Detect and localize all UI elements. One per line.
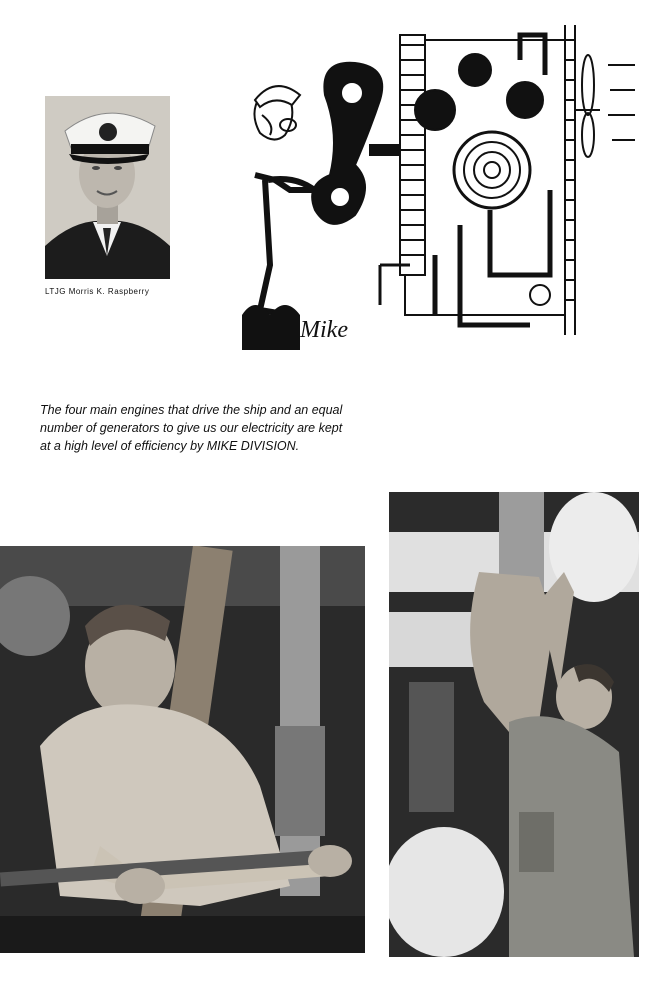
photo-sailor-wrench xyxy=(0,546,365,953)
intro-paragraph: The four main engines that drive the ship and an equal number of generators to give us our electricity are kept at a high level of efficiency by MIKE DIVISION. xyxy=(40,403,343,453)
valve-scene xyxy=(389,492,639,957)
engine-cartoon xyxy=(230,15,640,365)
photo-sailor-valve xyxy=(389,492,639,957)
portrait-photo xyxy=(45,96,170,279)
cartoon-signature: Mike xyxy=(300,317,348,343)
cartoon-illustration xyxy=(230,15,640,365)
wrench-scene xyxy=(0,546,365,953)
portrait-illustration xyxy=(45,96,170,279)
portrait-caption: LTJG Morris K. Raspberry xyxy=(45,287,150,296)
